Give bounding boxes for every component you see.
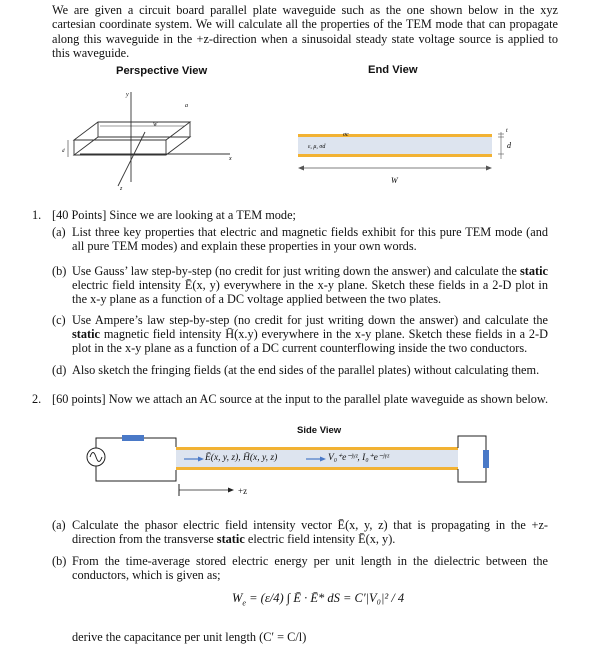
q1-number: 1.: [32, 208, 42, 222]
q1c-text: Use Ampere’s law step-by-step (no credit for just writing down the answer) and calculate the static magnetic field intensity H̄(x.y) everywhere in the x-y plane. Sketch these fields in a 2-D plot in the x-y plane as a function of a DC current counterflowing inside the two conductors.: [72, 313, 548, 355]
eq-lhs-sub: e: [242, 598, 246, 608]
label-epsilon-mu-sigma: ε, μ, σd: [308, 144, 326, 150]
eq-lhs: W: [232, 591, 243, 605]
axis-x-label: x: [229, 156, 232, 162]
z-axis-label: +z: [238, 486, 248, 496]
q2a-label: (a): [52, 518, 66, 532]
label-sigma-c: σc: [343, 132, 349, 138]
field-label: Ē(x, y, z), H̄(x, y, z): [205, 453, 278, 463]
q1d-text: Also sketch the fringing fields (at the end sides of the parallel plates) without calculating them.: [72, 363, 540, 377]
q2b-text: From the time-average stored electric energy per unit length in the dielectric between the conductors, which is given as;: [72, 554, 548, 582]
label-d: d: [62, 149, 65, 154]
axis-z-label: z: [120, 186, 123, 192]
label-d-end: d: [507, 141, 511, 150]
label-a: a: [185, 103, 188, 109]
end-view: [298, 132, 504, 171]
side-view-diagram: [80, 430, 520, 510]
intro-paragraph: We are given a circuit board parallel plate waveguide such as the one shown below in the xyz cartesian coordinate system. We will calculate all the properties of the TEM mode that can propagate along this waveguide in the +z-direction when a sinusoidal steady state voltage source is applied to this waveguide.: [52, 3, 558, 60]
perspective-view: [68, 92, 230, 186]
q1b-text: Use Gauss’ law step-by-step (no credit for just writing down the answer) and calculate the static electric field intensity Ē(x, y) everywhere in the x-y plane. Sketch these fields in a 2-D plot in the x-y plane as a function of a DC voltage applied between the two plates.: [72, 264, 548, 306]
eq-rhs: C′|V₀|² / 4: [354, 591, 405, 605]
equation: [232, 591, 404, 608]
q2b-derive: derive the capacitance per unit length (C′ = C/l): [72, 630, 307, 644]
axis-y-label: y: [126, 92, 129, 98]
q1-text: [40 Points] Since we are looking at a TEM mode;: [52, 208, 296, 222]
q1a-text: List three key properties that electric and magnetic fields exhibit for this pure TEM mode (and all pure TEM modes) and explain these properties in your own words.: [72, 225, 548, 253]
q2a-text: Calculate the phasor electric field intensity vector Ē(x, y, z) that is propagating in the +z-direction from the transverse static electric field intensity Ē(x, y).: [72, 518, 548, 546]
label-w: W: [153, 123, 158, 128]
q2-text: [60 points] Now we attach an AC source at the input to the parallel plate waveguide as shown below.: [52, 392, 549, 406]
wave-label: V₀⁺e⁻ʲᵞᶻ, I₀⁺e⁻ʲᵞᶻ: [328, 453, 389, 463]
q2b-label: (b): [52, 554, 67, 568]
eq-mid: = (ε/4) ∫ Ē · Ē* dS =: [249, 591, 352, 605]
side-view-title: Side View: [297, 425, 342, 436]
q1a-label: (a): [52, 225, 66, 239]
figure1-diagram: [40, 82, 570, 202]
label-t: t: [506, 128, 508, 134]
q1c-label: (c): [52, 313, 66, 327]
q2-number: 2.: [32, 392, 42, 406]
label-w-end: W: [391, 176, 398, 185]
q1d-label: (d): [52, 363, 67, 377]
perspective-view-title: Perspective View: [116, 65, 208, 77]
end-view-title: End View: [368, 64, 418, 76]
q1b-label: (b): [52, 264, 67, 278]
